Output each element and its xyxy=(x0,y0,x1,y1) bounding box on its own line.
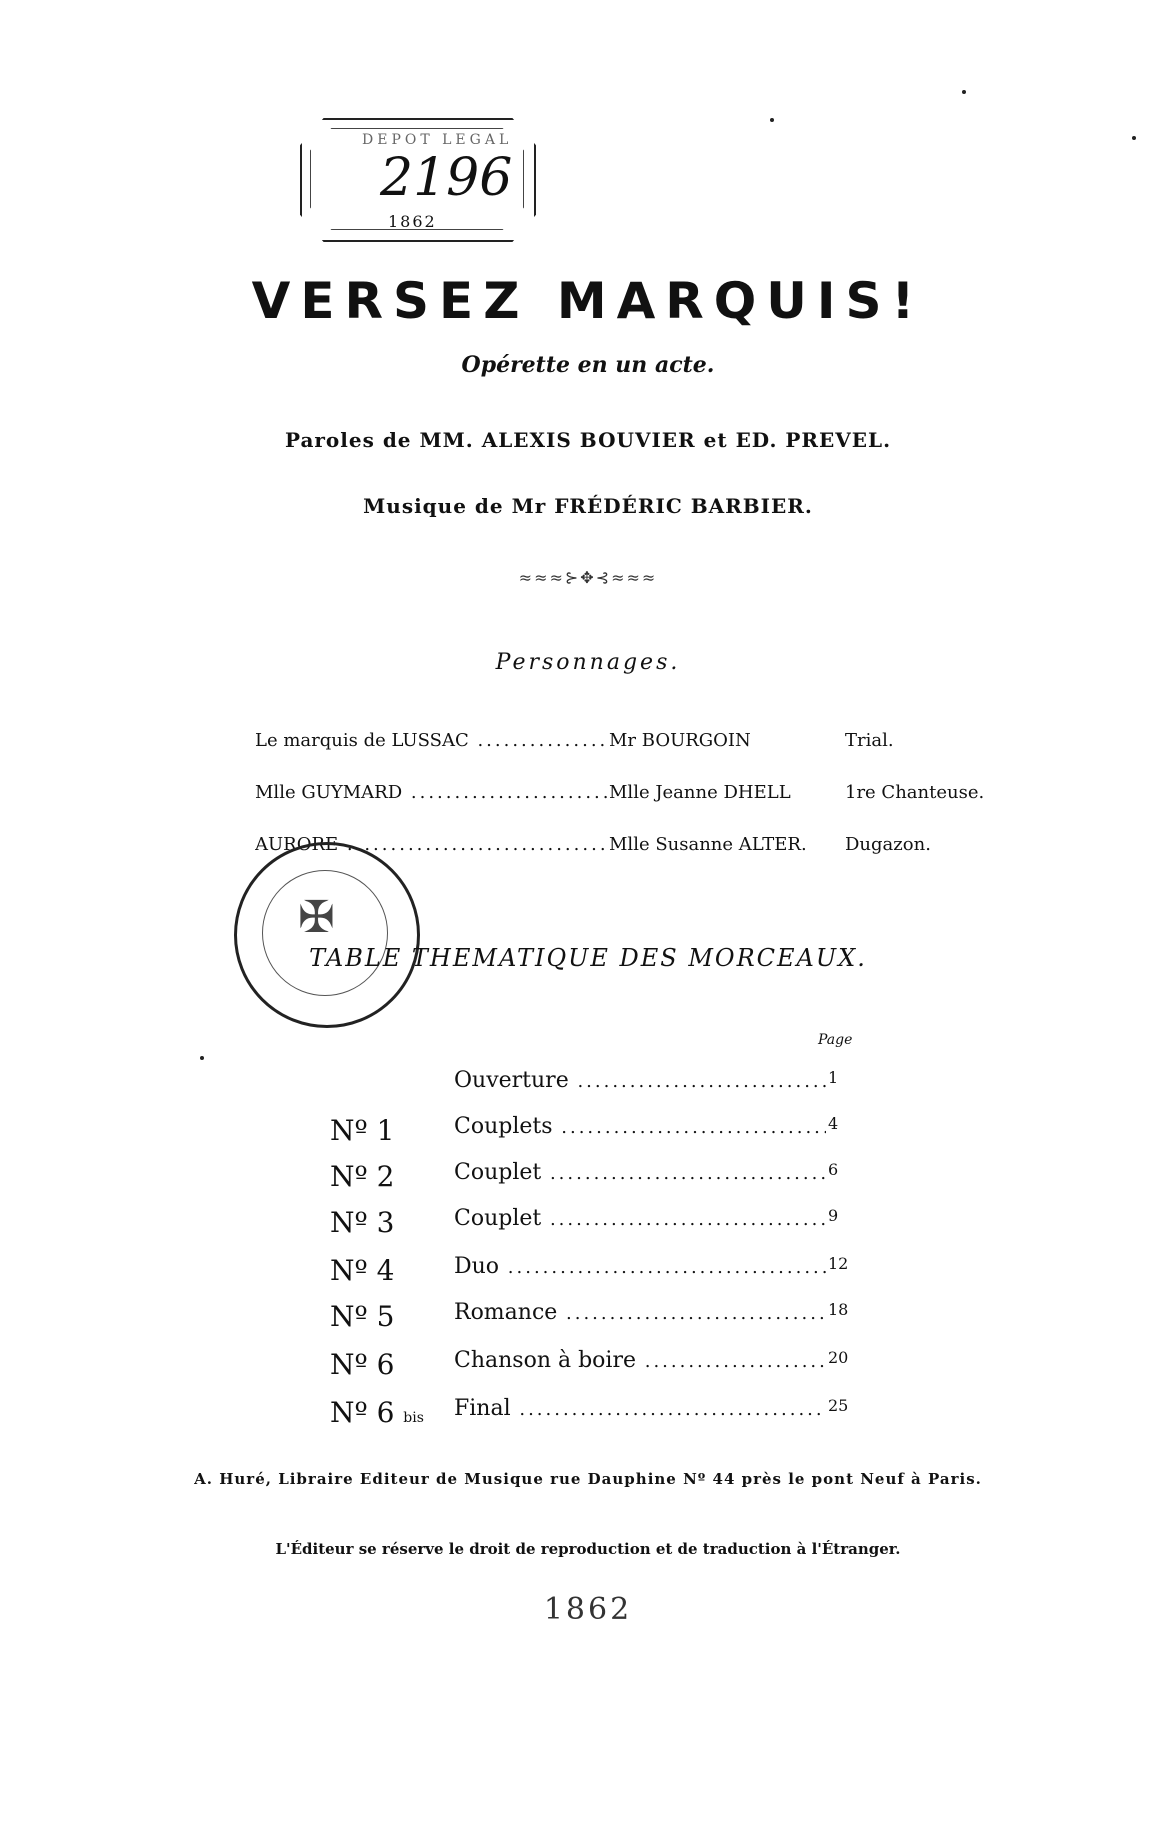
toc-number: Nº 2 xyxy=(330,1160,395,1193)
cast-role: AURORE ..... xyxy=(255,834,609,855)
toc-title: Chanson à boire ..... xyxy=(454,1348,826,1373)
page-column-heading: Page xyxy=(818,1032,853,1048)
toc-number: Nº 3 xyxy=(330,1206,395,1239)
rights-notice: L'Éditeur se réserve le droit de reproduction et de traduction à l'Étranger. xyxy=(275,1540,901,1558)
toc-page: 6 xyxy=(828,1160,839,1179)
toc-page: 18 xyxy=(828,1300,849,1319)
cast-actor: Mr BOURGOIN xyxy=(609,730,751,751)
toc-title: Romance ..... xyxy=(454,1300,826,1325)
cast-emploi: Trial. xyxy=(845,730,894,751)
work-title: VERSEZ MARQUIS! xyxy=(251,272,925,330)
publication-year: 1862 xyxy=(543,1592,633,1627)
toc-number: Nº 1 xyxy=(330,1114,395,1147)
toc-number: Nº 6 xyxy=(330,1348,395,1381)
toc-title: Couplet ..... xyxy=(454,1206,826,1231)
publisher-imprint: A. Huré, Libraire Editeur de Musique rue Dauphine Nº 44 près le pont Neuf à Paris. xyxy=(194,1470,982,1488)
eagle-icon: ✠ xyxy=(298,892,335,943)
fleuron-ornament: ≈≈≈⊱✥⊰≈≈≈ xyxy=(518,568,658,587)
toc-page: 4 xyxy=(828,1114,839,1133)
work-subtitle: Opérette en un acte. xyxy=(461,352,715,378)
toc-page: 20 xyxy=(828,1348,849,1367)
cast-role: Le marquis de LUSSAC ..... xyxy=(255,730,609,751)
toc-page: 9 xyxy=(828,1206,839,1225)
ink-speck xyxy=(770,118,774,122)
stamp-number: 2196 xyxy=(380,148,513,208)
toc-title: Final ..... xyxy=(454,1396,826,1421)
lyricists-credit: Paroles de MM. ALEXIS BOUVIER et ED. PREVEL. xyxy=(284,428,892,452)
toc-title: Ouverture ..... xyxy=(454,1068,826,1093)
stamp-year: 1862 xyxy=(388,212,437,231)
ink-speck xyxy=(1132,136,1136,140)
ink-speck xyxy=(962,90,966,94)
ink-speck xyxy=(200,1056,204,1060)
toc-page: 12 xyxy=(828,1254,849,1273)
stamp-top-text: DEPOT LEGAL xyxy=(362,132,513,148)
toc-title: Couplet ..... xyxy=(454,1160,826,1185)
toc-title: Duo ..... xyxy=(454,1254,826,1279)
composer-credit: Musique de Mr FRÉDÉRIC BARBIER. xyxy=(363,494,813,518)
cast-actor: Mlle Susanne ALTER. xyxy=(609,834,807,855)
toc-page: 25 xyxy=(828,1396,849,1415)
cast-emploi: Dugazon. xyxy=(845,834,931,855)
table-thematique-title: TABLE THEMATIQUE DES MORCEAUX. xyxy=(309,944,867,972)
cast-emploi: 1re Chanteuse. xyxy=(845,782,985,803)
personnages-heading: Personnages. xyxy=(495,650,681,675)
cast-actor: Mlle Jeanne DHELL xyxy=(609,782,791,803)
toc-number-suffix: bis xyxy=(403,1410,424,1426)
toc-number: Nº 4 xyxy=(330,1254,395,1287)
toc-number xyxy=(330,1396,450,1429)
toc-number-main: Nº 6 xyxy=(330,1396,395,1429)
toc-title: Couplets ..... xyxy=(454,1114,826,1139)
toc-number: Nº 5 xyxy=(330,1300,395,1333)
toc-page: 1 xyxy=(828,1068,839,1087)
cast-role: Mlle GUYMARD ..... xyxy=(255,782,609,803)
